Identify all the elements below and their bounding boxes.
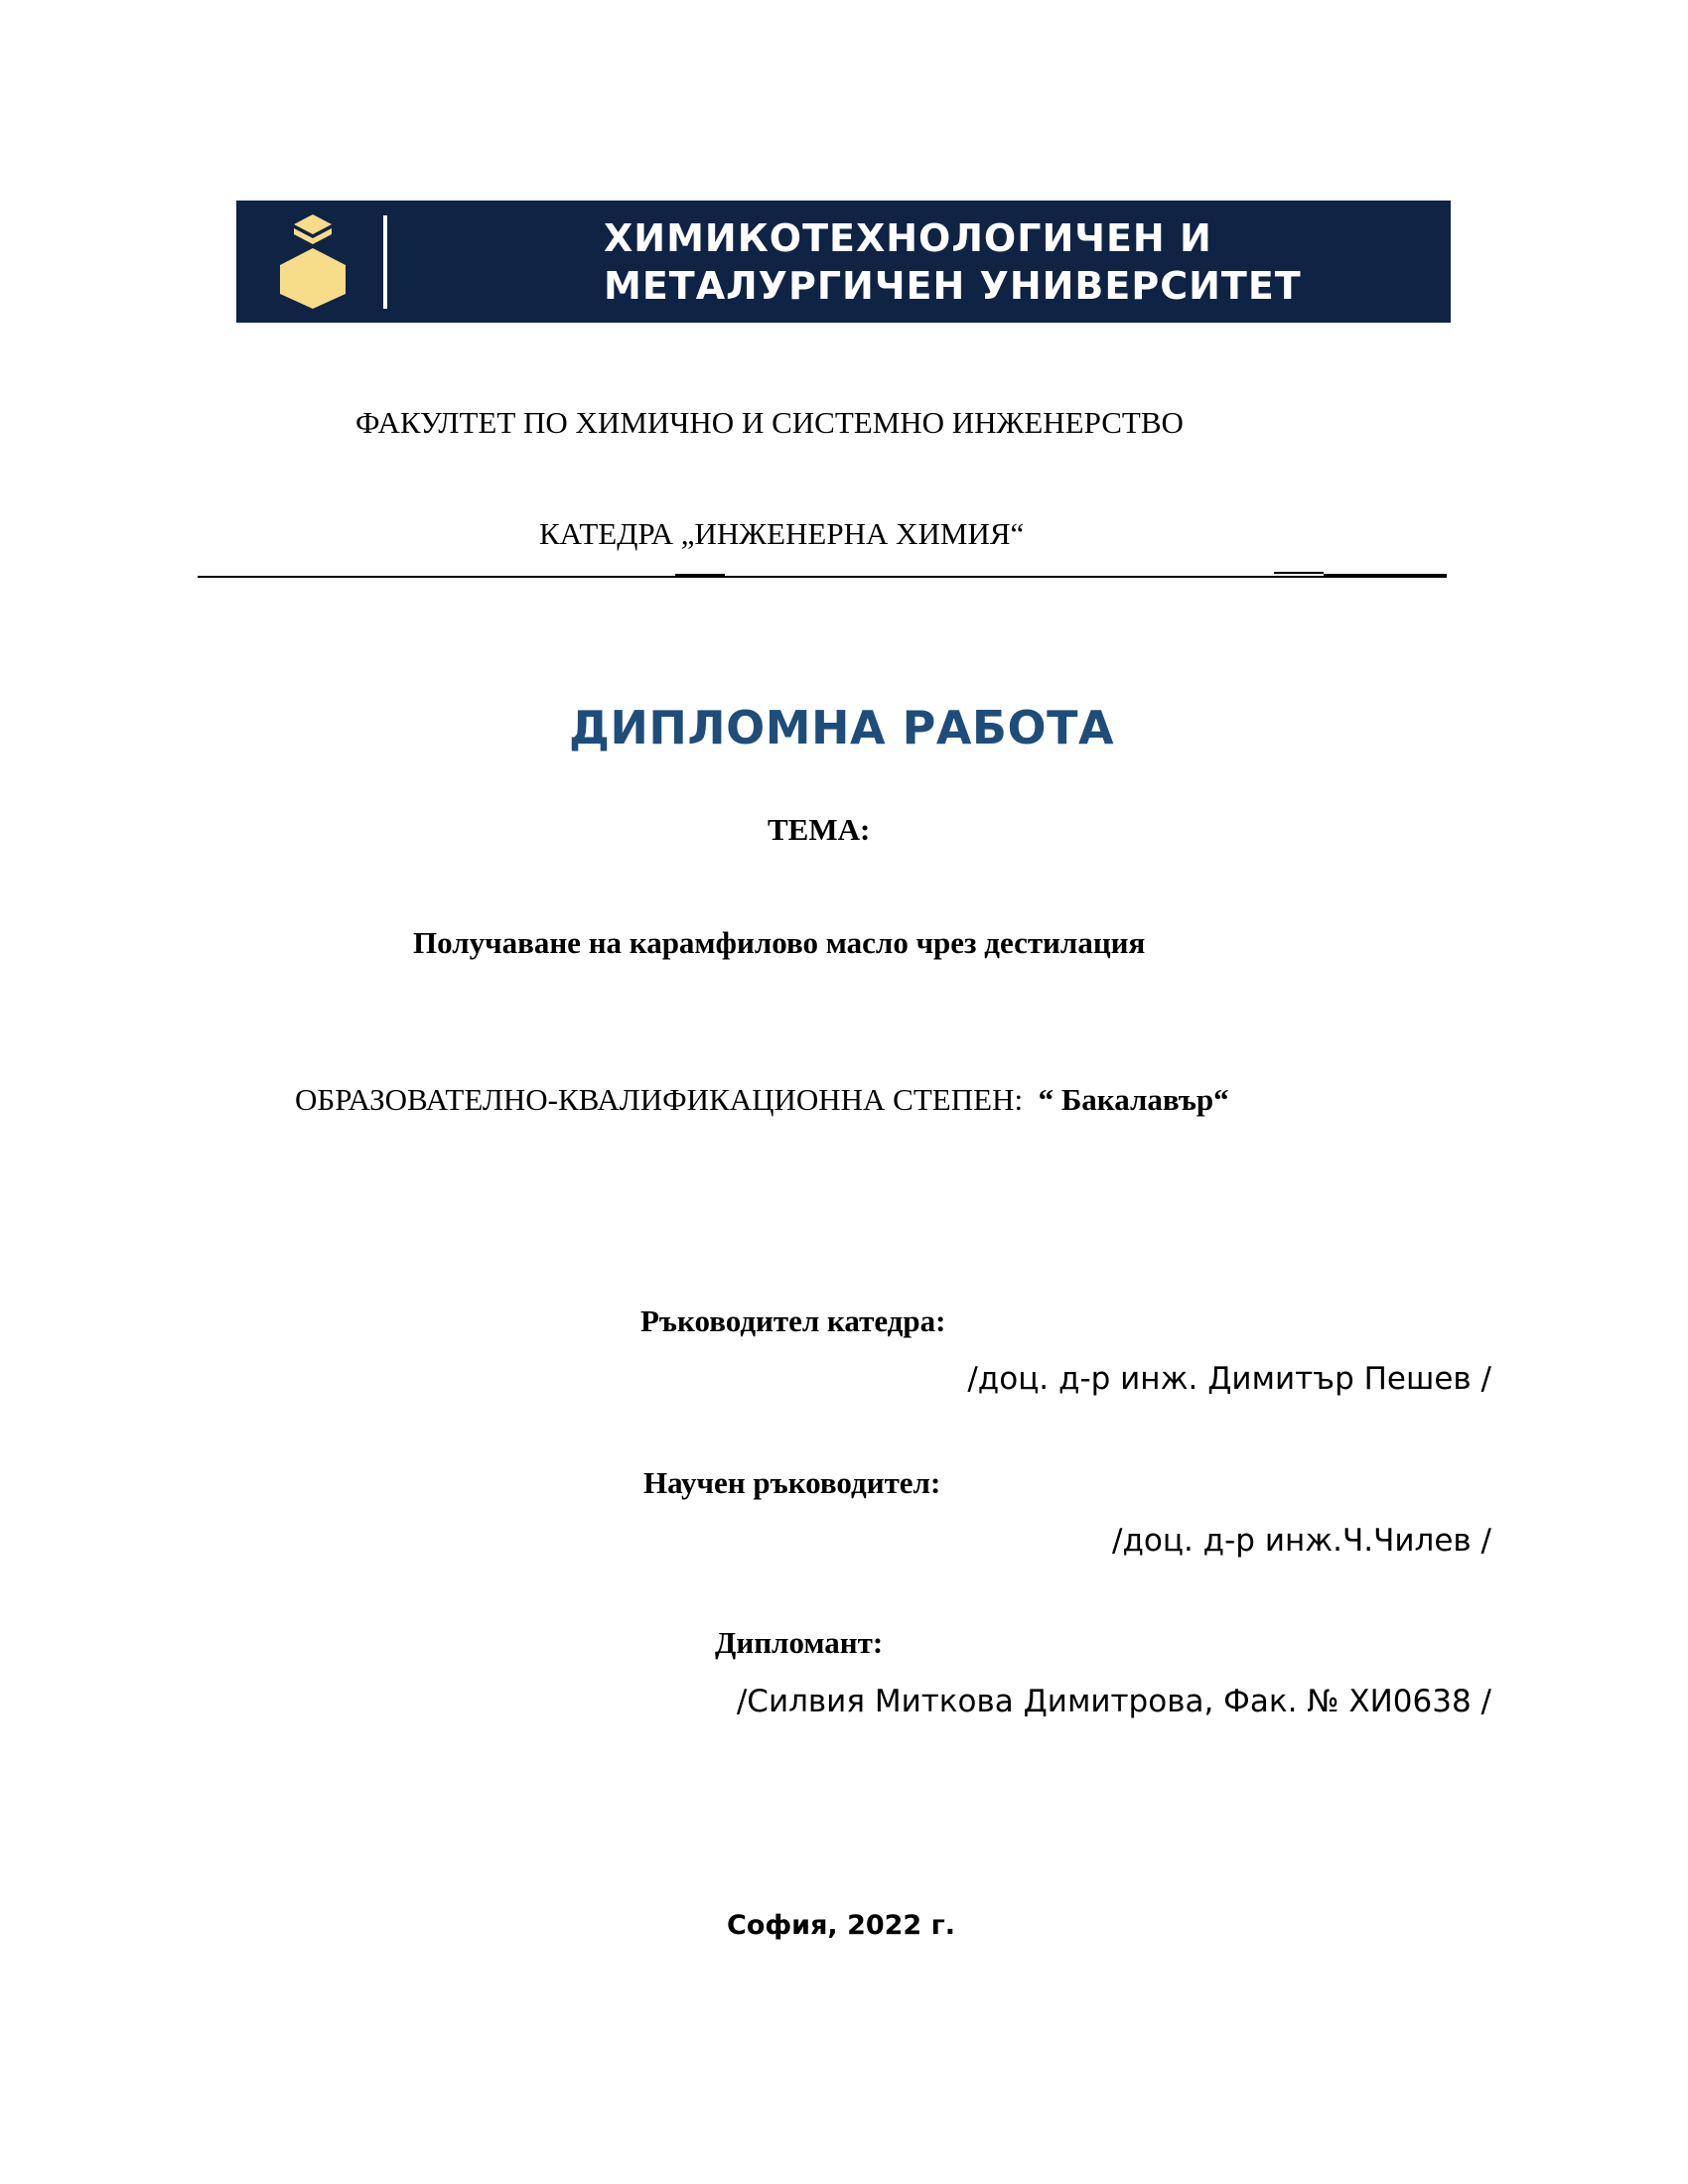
department-name: КАТЕДРА „ИНЖЕНЕРНА ХИМИЯ“ [539, 516, 1025, 551]
university-banner [236, 201, 1451, 323]
place-and-date: София, 2022 г. [727, 1910, 955, 1941]
degree-value: “ Бакалавър“ [1038, 1082, 1229, 1117]
document-type-title: ДИПЛОМНА РАБОТА [568, 701, 1115, 754]
student-label: Дипломант: [715, 1625, 884, 1660]
header-rule-mark [675, 574, 725, 576]
degree-line [295, 1082, 1229, 1118]
topic-label: ТЕМА: [768, 812, 871, 847]
degree-label: ОБРАЗОВАТЕЛНО-КВАЛИФИКАЦИОННА СТЕПЕН: [295, 1082, 1024, 1117]
header-rule-tail [1324, 574, 1447, 576]
banner-divider [383, 215, 387, 309]
head-of-department-name: /доц. д-р инж. Димитър Пешев / [967, 1361, 1491, 1397]
header-rule [198, 576, 1447, 578]
supervisor-name: /доц. д-р инж.Ч.Чилев / [1112, 1523, 1491, 1559]
university-logo-icon [278, 212, 348, 310]
faculty-name: ФАКУЛТЕТ ПО ХИМИЧНО И СИСТЕМНО ИНЖЕНЕРСТВО [355, 405, 1184, 440]
header-rule-mark [1274, 572, 1324, 574]
topic-title: Получаване на карамфилово масло чрез дестилация [413, 925, 1146, 960]
university-name [604, 214, 1302, 310]
student-name: /Силвия Миткова Димитрова, Фак. № ХИ0638 / [736, 1684, 1491, 1719]
head-of-department-label: Ръководител катедра: [640, 1303, 946, 1338]
university-name-line1: ХИМИКОТЕХНОЛОГИЧЕН И [604, 216, 1212, 260]
supervisor-label: Научен ръководител: [643, 1465, 941, 1500]
university-name-line2: МЕТАЛУРГИЧЕН УНИВЕРСИТЕТ [604, 264, 1302, 308]
